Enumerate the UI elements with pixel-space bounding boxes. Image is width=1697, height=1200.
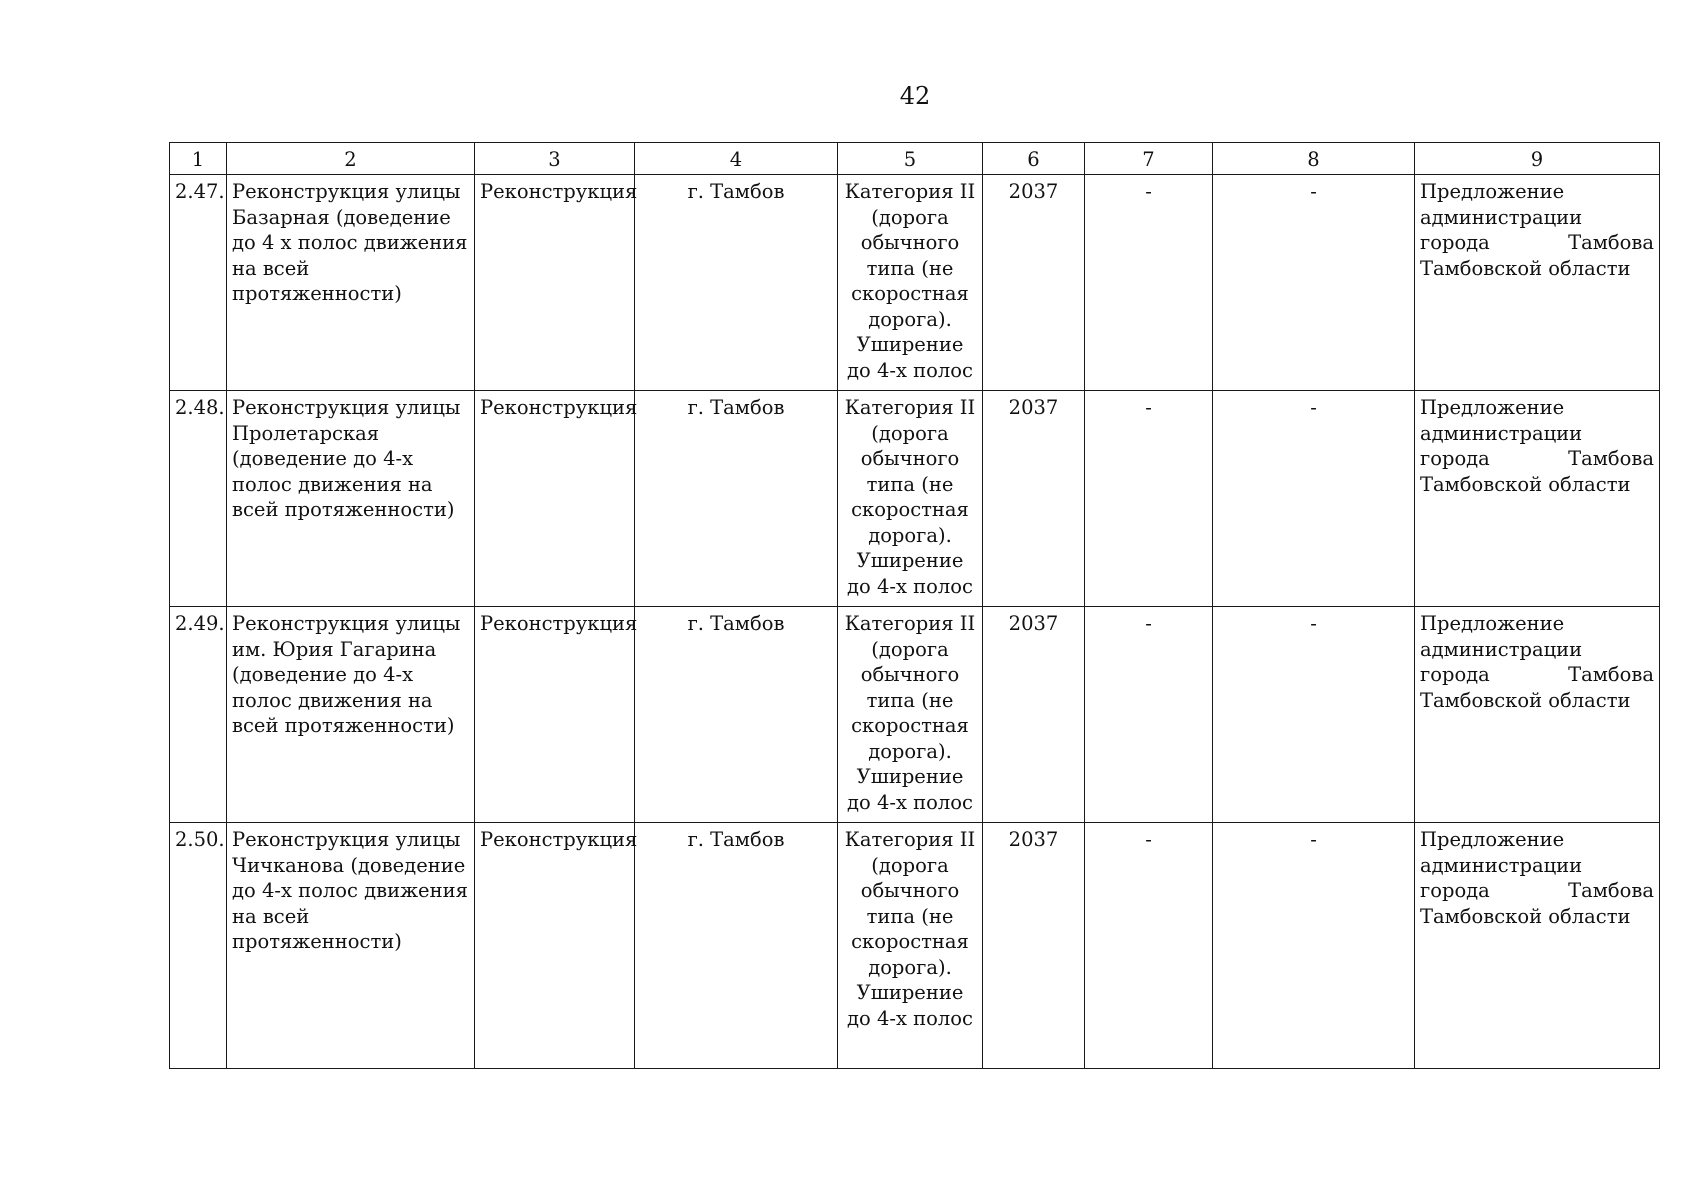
source-line: администрации — [1420, 637, 1583, 661]
column-8-value: - — [1213, 175, 1415, 391]
column-7-value: - — [1085, 823, 1213, 1069]
source-word: города — [1420, 879, 1490, 902]
completion-year: 2037 — [983, 823, 1085, 1069]
source-line-justified — [1420, 878, 1654, 904]
column-header: 5 — [838, 143, 983, 175]
source-line: Предложение — [1420, 180, 1565, 203]
location: г. Тамбов — [635, 607, 838, 823]
source-line: Тамбовской области — [1420, 904, 1631, 928]
source-line: Предложение — [1420, 612, 1565, 635]
proposal-source — [1415, 823, 1660, 1069]
road-category: Категория II (дорога обычного типа (не скоростная дорога). Уширение до 4-х полос — [838, 607, 983, 823]
source-word: Тамбова — [1568, 663, 1654, 686]
location: г. Тамбов — [635, 175, 838, 391]
table-row — [170, 823, 1660, 1069]
source-line: администрации — [1420, 205, 1583, 229]
column-8-value: - — [1213, 823, 1415, 1069]
source-word: Тамбова — [1568, 879, 1654, 902]
column-header: 9 — [1415, 143, 1660, 175]
source-word: города — [1420, 231, 1490, 254]
source-line-justified — [1420, 662, 1654, 688]
road-category: Категория II (дорога обычного типа (не скоростная дорога). Уширение до 4-х полос — [838, 391, 983, 607]
source-word: города — [1420, 447, 1490, 470]
row-number: 2.48. — [170, 391, 227, 607]
column-header: 8 — [1213, 143, 1415, 175]
table-row — [170, 391, 1660, 607]
work-type: Реконструкция — [475, 175, 635, 391]
table-row — [170, 175, 1660, 391]
source-line: Тамбовской области — [1420, 688, 1631, 712]
column-header: 6 — [983, 143, 1085, 175]
source-word: города — [1420, 663, 1490, 686]
project-name: Реконструкция улицы Базарная (доведение до 4 х полос движения на всей протяженности) — [227, 175, 475, 391]
project-name: Реконструкция улицы Пролетарская (доведение до 4-х полос движения на всей протяженности) — [227, 391, 475, 607]
source-word: Тамбова — [1568, 231, 1654, 254]
source-line: Предложение — [1420, 396, 1565, 419]
location: г. Тамбов — [635, 823, 838, 1069]
location: г. Тамбов — [635, 391, 838, 607]
column-7-value: - — [1085, 391, 1213, 607]
source-line: Тамбовской области — [1420, 472, 1631, 496]
column-8-value: - — [1213, 607, 1415, 823]
work-type: Реконструкция — [475, 391, 635, 607]
project-name: Реконструкция улицы Чичканова (доведение до 4-х полос движения на всей протяженности) — [227, 823, 475, 1069]
proposal-source — [1415, 175, 1660, 391]
page-number: 42 — [899, 82, 931, 110]
completion-year: 2037 — [983, 391, 1085, 607]
column-8-value: - — [1213, 391, 1415, 607]
work-type: Реконструкция — [475, 607, 635, 823]
projects-table — [169, 142, 1660, 1069]
row-number: 2.47. — [170, 175, 227, 391]
column-header: 4 — [635, 143, 838, 175]
completion-year: 2037 — [983, 607, 1085, 823]
table-row — [170, 607, 1660, 823]
source-line: Тамбовской области — [1420, 256, 1631, 280]
work-type: Реконструкция — [475, 823, 635, 1069]
proposal-source — [1415, 607, 1660, 823]
column-7-value: - — [1085, 175, 1213, 391]
row-number: 2.49. — [170, 607, 227, 823]
completion-year: 2037 — [983, 175, 1085, 391]
header-row — [170, 143, 1660, 175]
row-number: 2.50. — [170, 823, 227, 1069]
column-header: 2 — [227, 143, 475, 175]
column-header: 3 — [475, 143, 635, 175]
column-header: 7 — [1085, 143, 1213, 175]
proposal-source — [1415, 391, 1660, 607]
column-header: 1 — [170, 143, 227, 175]
road-category: Категория II (дорога обычного типа (не скоростная дорога). Уширение до 4-х полос — [838, 823, 983, 1069]
source-line: администрации — [1420, 421, 1583, 445]
source-line-justified — [1420, 446, 1654, 472]
road-category: Категория II (дорога обычного типа (не скоростная дорога). Уширение до 4-х полос — [838, 175, 983, 391]
source-line-justified — [1420, 230, 1654, 256]
column-7-value: - — [1085, 607, 1213, 823]
project-name: Реконструкция улицы им. Юрия Гагарина (доведение до 4-х полос движения на всей протяженности) — [227, 607, 475, 823]
source-line: администрации — [1420, 853, 1583, 877]
source-line: Предложение — [1420, 828, 1565, 851]
source-word: Тамбова — [1568, 447, 1654, 470]
